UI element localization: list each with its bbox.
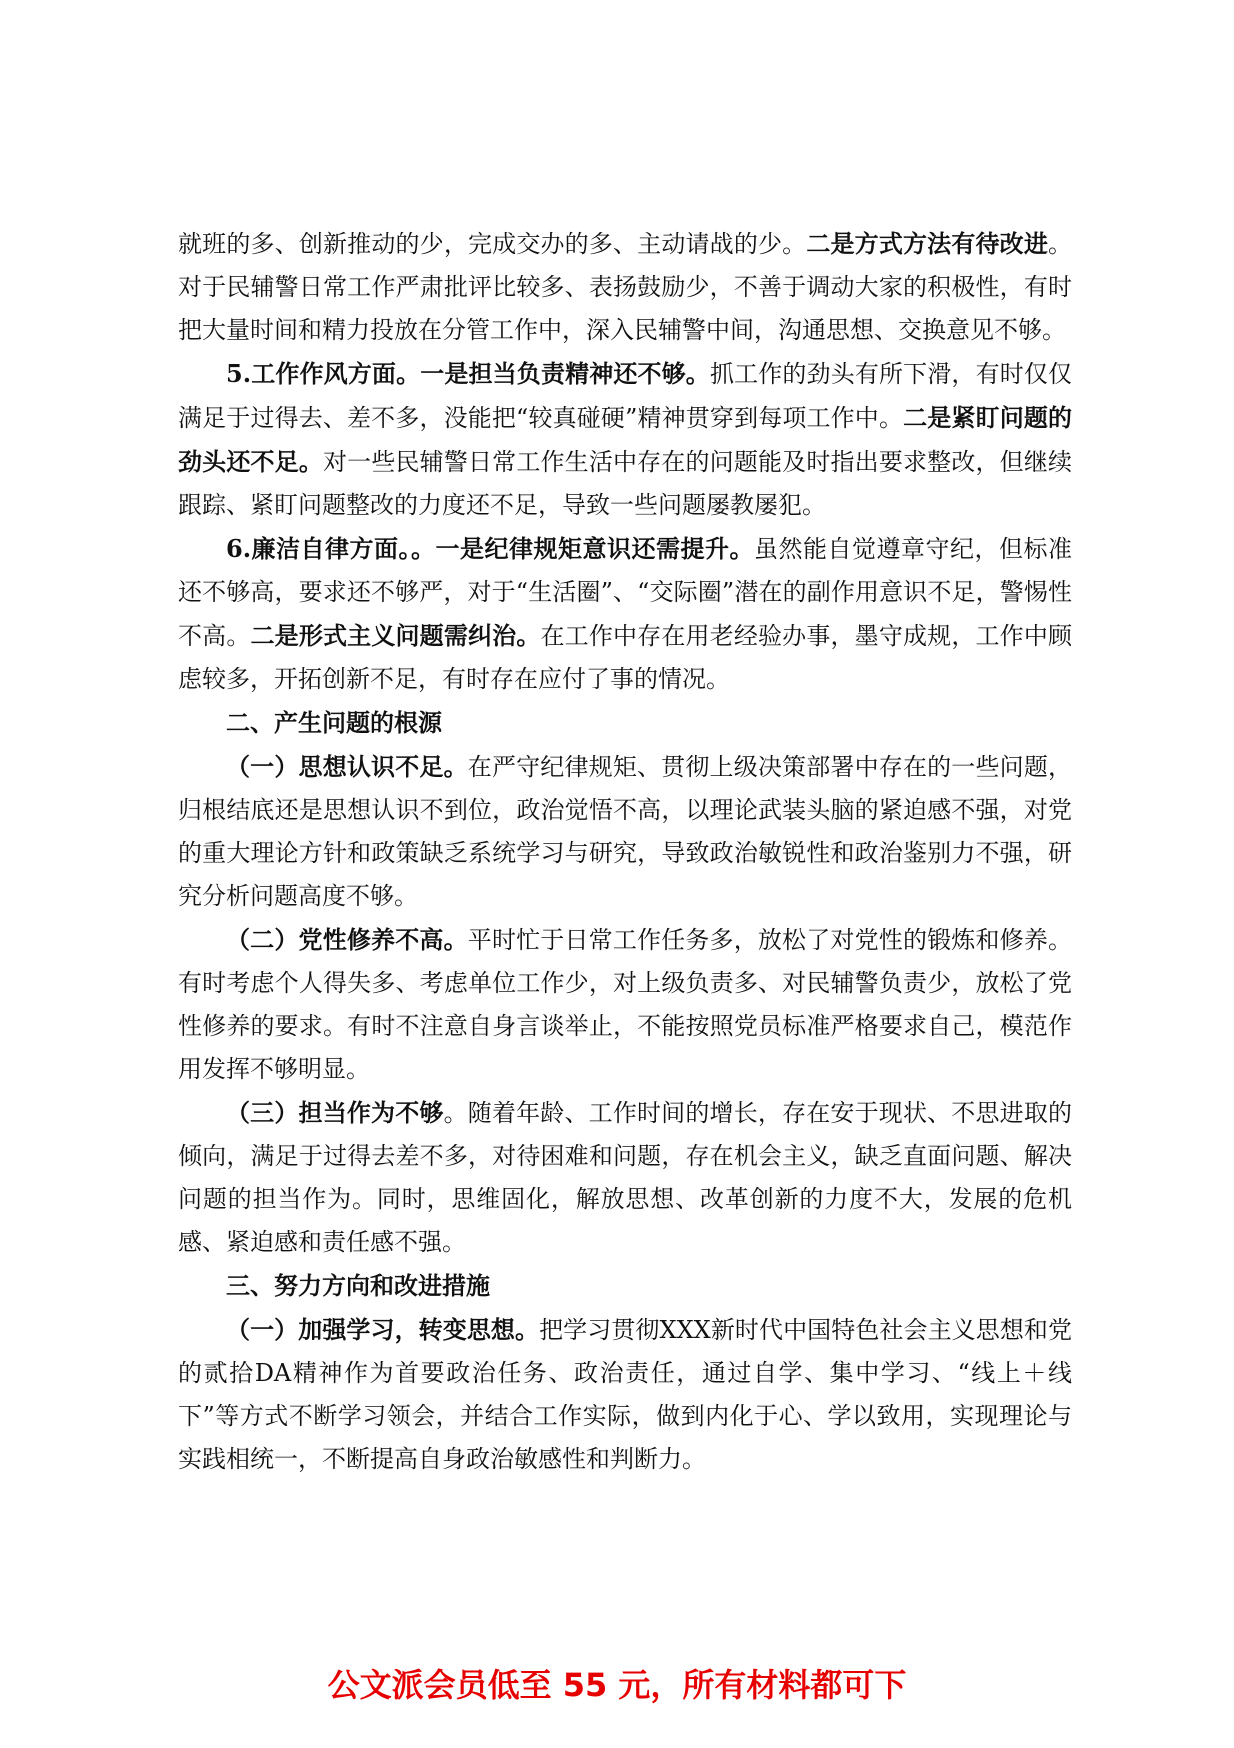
text-run: 平时忙于日常工作任务多，放松了对党性的锻炼和修养。有时考虑个人得失多、考虑单位工作少，对上级负责多、对民辅警负责少，放松了党性修养的要求。有时不注意自身言谈举止，不能按照党员标准严格要求自己，模范作用发挥不够明显。: [178, 926, 1072, 1083]
bold-text-run: 三、努力方向和改进措施: [226, 1271, 490, 1300]
text-run: 虽然能自觉遵章守纪，但标准还不够高，要求还不够严，对于“生活圈”、“交际圈”潜在的副作用意识不足，警惕性不高。: [178, 535, 1072, 650]
paragraph: [178, 222, 1072, 352]
bold-text-run: （一）思想认识不足。: [226, 752, 468, 781]
bold-text-run: 二是方式方法有待改进: [806, 229, 1049, 258]
paragraph: [178, 918, 1072, 1091]
paragraph: [178, 745, 1072, 918]
bold-text-run: 二是形式主义问题需纠治。: [250, 621, 541, 650]
text-run: 在严守纪律规矩、贯彻上级决策部署中存在的一些问题，归根结底还是思想认识不到位，政治觉悟不高，以理论武装头脑的紧迫感不强，对党的重大理论方针和政策缺乏系统学习与研究，导致政治敏锐性和政治鉴别力不强，研究分析问题高度不够。: [178, 753, 1072, 910]
paragraph: [178, 1308, 1072, 1481]
bold-text-run: （二）党性修养不高。: [226, 925, 468, 954]
paragraph: [178, 701, 1072, 745]
paragraph: [178, 527, 1072, 701]
text-run: 对一些民辅警日常工作生活中存在的问题能及时指出要求整改，但继续跟踪、紧盯问题整改的力度还不足，导致一些问题屡教屡犯。: [178, 448, 1072, 519]
text-run: 。对于民辅警日常工作严肃批评比较多、表扬鼓励少，不善于调动大家的积极性，有时把大量时间和精力投放在分管工作中，深入民辅警中间，沟通思想、交换意见不够。: [178, 230, 1073, 344]
bold-text-run: 5.工作作风方面。一是担当负责精神还不够。: [226, 359, 710, 388]
paragraph: [178, 1264, 1072, 1308]
text-run: 抓工作的劲头有所下滑，有时仅仅满足于过得去、差不多，没能把“较真碰硬”精神贯穿到每项工作中。: [178, 360, 1073, 432]
bold-text-run: （一）加强学习，转变思想。: [226, 1315, 540, 1344]
text-run: 就班的多、创新推动的少，完成交办的多、主动请战的少。: [178, 230, 807, 258]
text-run: 在工作中存在用老经验办事，墨守成规，工作中顾虑较多，开拓创新不足，有时存在应付了事的情况。: [178, 622, 1072, 693]
bold-text-run: 二、产生问题的根源: [226, 708, 442, 737]
document-body: [178, 222, 1072, 1481]
bold-text-run: 二是紧盯问题的劲头还不足。: [178, 403, 1072, 476]
paragraph: [178, 1091, 1072, 1264]
text-run: 把学习贯彻XXX新时代中国特色社会主义思想和党的贰拾DA精神作为首要政治任务、政治责任，通过自学、集中学习、“线上＋线下”等方式不断学习领会，并结合工作实际，做到内化于心、学以致用，实现理论与实践相统一，不断提高自身政治敏感性和判断力。: [178, 1316, 1072, 1473]
bold-text-run: 6.廉洁自律方面。。一是纪律规矩意识还需提升。: [226, 534, 755, 563]
bold-text-run: （三）担当作为不够: [226, 1098, 444, 1127]
text-run: 。随着年龄、工作时间的增长，存在安于现状、不思进取的倾向，满足于过得去差不多，对待困难和问题，存在机会主义，缺乏直面问题、解决问题的担当作为。同时，思维固化，解放思想、改革创新的力度不大，发展的危机感、紧迫感和责任感不强。: [178, 1099, 1073, 1256]
paragraph: [178, 352, 1072, 527]
promo-footer: 公文派会员低至 55 元，所有材料都可下: [327, 1666, 907, 1704]
